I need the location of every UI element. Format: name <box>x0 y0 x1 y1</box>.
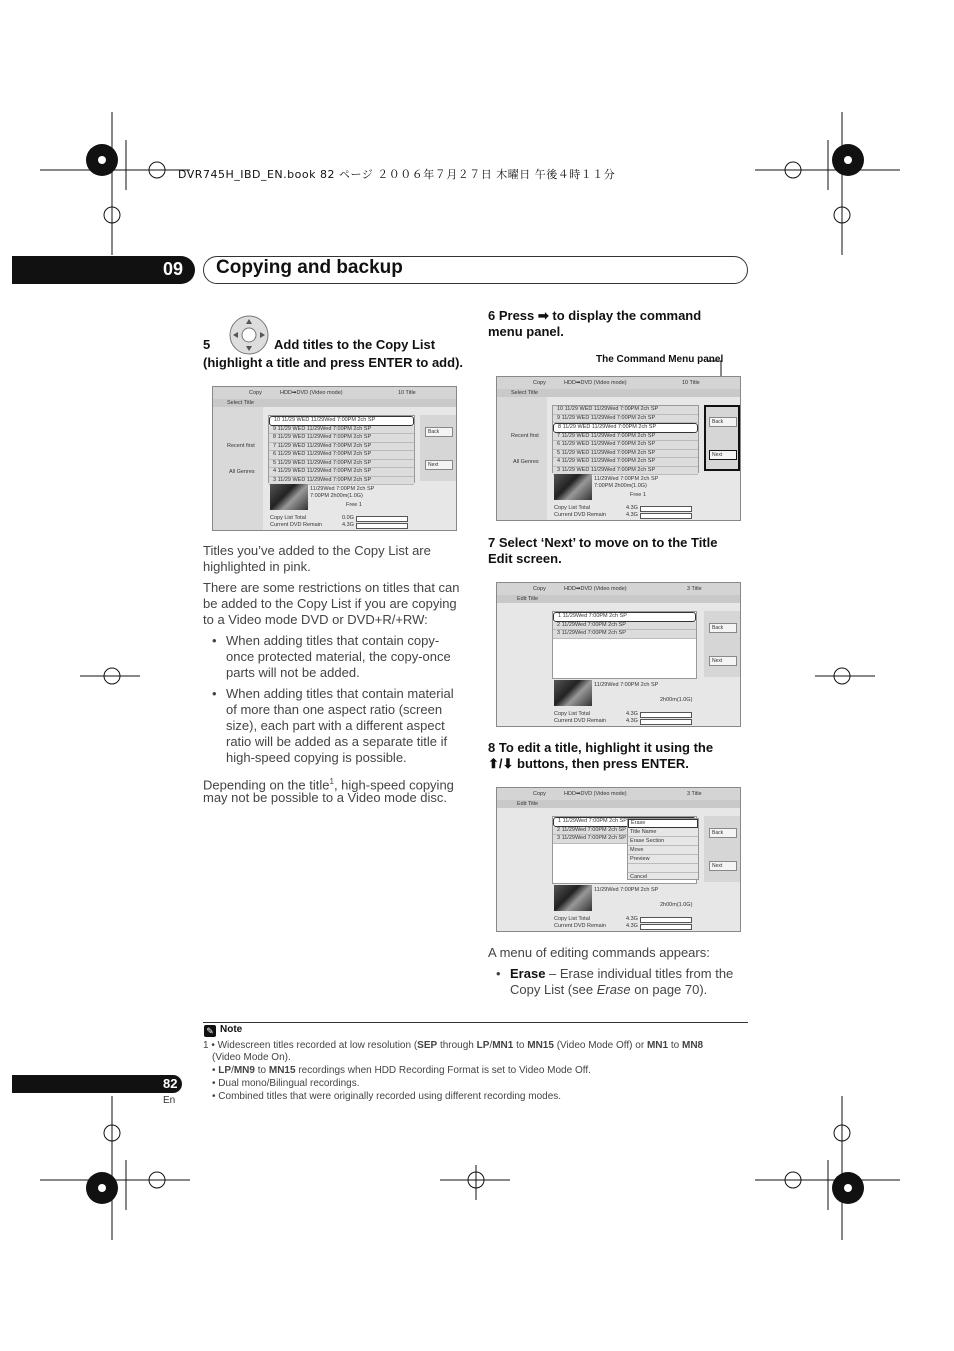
menu-item-title-name[interactable]: Title Name <box>628 828 698 837</box>
erase-text: – Erase individual titles from the <box>545 966 734 981</box>
scr-d-copy: Copy <box>533 791 546 797</box>
scr-b-info1: 11/29Wed 7:00PM 2ch SP <box>594 476 659 482</box>
scr-d-info1: 11/29Wed 7:00PM 2ch SP <box>594 887 659 893</box>
dvd-remain-bar <box>356 523 408 529</box>
scr-b-info2: 7:00PM 2h00m(1.0G) <box>594 483 647 489</box>
dvd-remain-bar <box>640 924 692 930</box>
table-row[interactable]: 5 11/29 WED 11/29Wed 7:00PM 2ch SP <box>553 450 698 459</box>
note-lp: LP <box>476 1040 490 1051</box>
table-row[interactable]: 10 11/29 WED 11/29Wed 7:00PM 2ch SP <box>269 416 414 426</box>
dvd-remain-bar <box>640 513 692 519</box>
book-file-header: DVR745H_IBD_EN.book 82 ページ ２００６年７月２７日 木曜日 午後４時１１分 <box>178 168 616 181</box>
para-depending-2: may not be possible to a Video mode disc. <box>203 790 448 805</box>
note-slash2: / <box>231 1065 234 1076</box>
note-line-1b: (Video Mode On). <box>212 1052 291 1063</box>
scr-b-select-title: Select Title <box>511 390 538 396</box>
note-mn1: MN1 <box>492 1040 514 1051</box>
note-slash: / <box>489 1040 493 1051</box>
edit-command-menu <box>627 818 699 880</box>
table-row[interactable]: 1 11/29Wed 7:00PM 2ch SP <box>553 817 696 827</box>
back-button[interactable]: Back <box>709 623 737 633</box>
scr-a-copy: Copy <box>249 390 262 396</box>
scr-a-val-total: 0.0G <box>342 515 354 521</box>
note-mn1b: MN1 <box>646 1040 669 1051</box>
step7-line2: Edit screen. <box>488 551 562 566</box>
step7-line1: 7 Select ‘Next’ to move on to the Title <box>488 535 718 550</box>
scr-d-val-total: 4.3G <box>626 916 638 922</box>
table-row[interactable]: 3 11/29Wed 7:00PM 2ch SP <box>553 630 696 639</box>
note-mn8: MN8 <box>681 1040 704 1051</box>
dvd-remain-bar <box>640 719 692 725</box>
step8-line2: ⬆/⬇ buttons, then press ENTER. <box>488 756 689 771</box>
bullet-aspect-5: high-speed copying is possible. <box>226 750 407 765</box>
next-button[interactable]: Next <box>425 460 453 470</box>
screen-edit-title <box>496 582 741 727</box>
table-row[interactable]: 3 11/29 WED 11/29Wed 7:00PM 2ch SP <box>553 467 698 476</box>
scr-c-info1: 11/29Wed 7:00PM 2ch SP <box>594 682 659 688</box>
title-thumbnail <box>554 885 592 911</box>
copy-total-bar <box>640 712 692 718</box>
note-icon: ✎ <box>204 1025 216 1037</box>
bullet-copyonce-1: • When adding titles that contain copy- <box>226 633 439 649</box>
erase-label: Erase <box>510 966 546 981</box>
copy-total-bar <box>640 506 692 512</box>
note-mn15: MN15 <box>527 1040 554 1051</box>
scr-d-edit-title: Edit Title <box>517 801 539 807</box>
scr-b-remain: Current DVD Remain <box>554 512 606 518</box>
scr-a-free: Free 1 <box>346 502 362 508</box>
para-menu-appears: A menu of editing commands appears: <box>488 945 710 960</box>
note-lp2: LP <box>218 1065 232 1076</box>
table-row[interactable]: 3 11/29Wed 7:00PM 2ch SP <box>553 835 696 844</box>
bullet-erase-2 <box>510 982 707 998</box>
scr-b-total: Copy List Total <box>554 505 590 511</box>
bullet-copyonce-2: once protected material, the copy-once <box>226 649 451 664</box>
step5-title: Add titles to the Copy List <box>274 337 436 352</box>
scr-c-edit-title: Edit Title <box>517 596 539 602</box>
table-row[interactable]: 6 11/29 WED 11/29Wed 7:00PM 2ch SP <box>553 441 698 450</box>
table-row[interactable]: 4 11/29 WED 11/29Wed 7:00PM 2ch SP <box>269 468 414 477</box>
table-row[interactable]: 9 11/29 WED 11/29Wed 7:00PM 2ch SP <box>269 426 414 435</box>
title-thumbnail <box>270 484 308 510</box>
scr-d-total: Copy List Total <box>554 916 590 922</box>
table-row[interactable]: 5 11/29 WED 11/29Wed 7:00PM 2ch SP <box>269 460 414 469</box>
scr-b-recent: Recent first <box>511 433 539 439</box>
back-button[interactable]: Back <box>709 828 737 838</box>
scr-c-val-total: 4.3G <box>626 711 638 717</box>
scr-b-genres: All Genres <box>513 459 539 465</box>
scr-a-select-title: Select Title <box>227 400 254 406</box>
scr-a-val-remain: 4.3G <box>342 522 354 528</box>
note-to: to <box>513 1040 528 1051</box>
screen-select-title <box>212 386 457 531</box>
note-mn9: MN9 <box>233 1065 255 1076</box>
note-1c: (Video Mode Off) or <box>553 1040 647 1051</box>
note-to3: to <box>254 1065 269 1076</box>
screen-command-menu <box>496 376 741 521</box>
table-row[interactable]: 6 11/29 WED 11/29Wed 7:00PM 2ch SP <box>269 451 414 460</box>
scr-a-recent: Recent first <box>227 443 255 449</box>
scr-c-val-remain: 4.3G <box>626 718 638 724</box>
menu-item-preview[interactable]: Preview <box>628 855 698 864</box>
erase-text3: on page 70). <box>630 982 708 997</box>
step8-line1: 8 To edit a title, highlight it using the <box>488 740 714 755</box>
page-lang: En <box>163 1095 176 1106</box>
note-2a: • <box>212 1065 219 1076</box>
note-rule <box>203 1022 748 1023</box>
bullet-copyonce-3: parts will not be added. <box>226 665 360 680</box>
table-row[interactable]: 9 11/29 WED 11/29Wed 7:00PM 2ch SP <box>553 415 698 424</box>
scr-c-remain: Current DVD Remain <box>554 718 606 724</box>
table-row[interactable]: 7 11/29 WED 11/29Wed 7:00PM 2ch SP <box>553 433 698 442</box>
screen-edit-menu <box>496 787 741 932</box>
scr-b-free: Free 1 <box>630 492 646 498</box>
para-restr-2: be added to the Copy List if you are copying <box>203 596 457 611</box>
table-row[interactable]: 8 11/29 WED 11/29Wed 7:00PM 2ch SP <box>553 423 698 433</box>
menu-item-erase[interactable]: Erase <box>628 819 698 828</box>
para-depending-b: , high-speed copying <box>333 777 454 793</box>
scr-d-mode: HDD➡DVD (Video mode) <box>564 791 627 797</box>
menu-item-cancel[interactable]: Cancel <box>630 874 648 880</box>
note-line-2 <box>212 1065 591 1078</box>
scr-d-val-remain: 4.3G <box>626 923 638 929</box>
note-heading: Note <box>220 1024 243 1035</box>
footnote-ref: 1 <box>329 777 334 786</box>
scr-c-info2: 2h00m(1.0G) <box>660 697 693 703</box>
callout-label: The Command Menu panel <box>596 354 724 365</box>
copy-total-bar <box>356 516 408 522</box>
table-row[interactable]: 7 11/29 WED 11/29Wed 7:00PM 2ch SP <box>269 443 414 452</box>
scr-c-copy: Copy <box>533 586 546 592</box>
back-button[interactable]: Back <box>425 427 453 437</box>
scr-b-count: 10 Title <box>682 380 700 386</box>
step6-line1: 6 Press ➡ to display the command <box>488 308 702 323</box>
chapter-number: 09 <box>163 259 184 279</box>
para-restr-1: There are some restrictions on titles that can <box>203 580 460 595</box>
note-2b: recordings when HDD Recording Format is set to Video Mode Off. <box>295 1065 591 1076</box>
scr-a-genres: All Genres <box>229 469 255 475</box>
para-depending-a: Depending on the title <box>203 777 330 793</box>
title-thumbnail <box>554 680 592 706</box>
note-line-3: • Dual mono/Bilingual recordings. <box>212 1078 360 1089</box>
page-number: 82 <box>163 1076 178 1091</box>
table-row[interactable]: 8 11/29 WED 11/29Wed 7:00PM 2ch SP <box>269 434 414 443</box>
erase-italic: Erase <box>596 982 631 997</box>
bullet-aspect-4: ratio will be added as a separate title if <box>226 734 448 749</box>
menu-item-move[interactable]: Move <box>628 846 698 855</box>
bullet-erase <box>510 966 733 982</box>
scr-b-mode: HDD➡DVD (Video mode) <box>564 380 627 386</box>
title-thumbnail <box>554 474 592 500</box>
scr-a-info2: 7:00PM 2h00m(1.0G) <box>310 493 363 499</box>
note-line-1 <box>203 1040 703 1053</box>
scr-c-total: Copy List Total <box>554 711 590 717</box>
erase-text2: Copy List (see <box>510 982 597 997</box>
next-button[interactable]: Next <box>709 656 737 666</box>
scr-b-val-total: 4.3G <box>626 505 638 511</box>
page-number-tab <box>12 1075 182 1093</box>
step5-subtitle: (highlight a title and press ENTER to add). <box>203 355 464 370</box>
copy-total-bar <box>640 917 692 923</box>
note-line-4: • Combined titles that were originally recorded using different recording modes. <box>212 1091 562 1102</box>
step6-line2: menu panel. <box>488 324 564 339</box>
scr-d-remain: Current DVD Remain <box>554 923 606 929</box>
scr-a-total: Copy List Total <box>270 515 306 521</box>
para-pink-1: Titles you’ve added to the Copy List are <box>203 543 431 558</box>
para-pink-2: highlighted in pink. <box>203 559 311 574</box>
para-restr-3: to a Video mode DVD or DVD+R/+RW: <box>203 612 428 627</box>
scr-a-count: 10 Title <box>398 390 416 396</box>
table-row[interactable]: 4 11/29 WED 11/29Wed 7:00PM 2ch SP <box>553 458 698 467</box>
table-row[interactable]: 2 11/29Wed 7:00PM 2ch SP <box>553 827 696 836</box>
table-row[interactable]: 10 11/29 WED 11/29Wed 7:00PM 2ch SP <box>553 406 698 415</box>
scr-d-count: 3 Title <box>687 791 702 797</box>
note-1a: 1 • Widescreen titles recorded at low resolution ( <box>203 1040 418 1051</box>
scr-b-copy: Copy <box>533 380 546 386</box>
step5-number: 5 <box>203 337 211 352</box>
scr-b-val-remain: 4.3G <box>626 512 638 518</box>
back-button[interactable]: Back <box>709 417 737 427</box>
chapter-title: Copying and backup <box>216 257 403 278</box>
scr-d-info2: 2h00m(1.0G) <box>660 902 693 908</box>
scr-a-mode: HDD➡DVD (Video mode) <box>280 390 343 396</box>
table-row[interactable]: 2 11/29Wed 7:00PM 2ch SP <box>553 622 696 631</box>
scr-a-info1: 11/29Wed 7:00PM 2ch SP <box>310 486 375 492</box>
note-to2: to <box>668 1040 682 1051</box>
note-sep: SEP <box>417 1040 438 1051</box>
next-button[interactable]: Next <box>709 450 737 460</box>
scr-a-remain: Current DVD Remain <box>270 522 322 528</box>
bullet-aspect-1: • When adding titles that contain material <box>226 686 454 702</box>
next-button[interactable]: Next <box>709 861 737 871</box>
note-1b: through <box>437 1040 477 1051</box>
note-mn15b: MN15 <box>268 1065 296 1076</box>
remote-dpad-icon <box>228 314 270 356</box>
scr-c-mode: HDD➡DVD (Video mode) <box>564 586 627 592</box>
table-row[interactable]: 3 11/29 WED 11/29Wed 7:00PM 2ch SP <box>269 477 414 486</box>
scr-c-count: 3 Title <box>687 586 702 592</box>
menu-item-blank <box>628 864 698 873</box>
bullet-aspect-2: of more than one aspect ratio (screen <box>226 702 443 717</box>
menu-item-erase-section[interactable]: Erase Section <box>628 837 698 846</box>
bullet-aspect-3: size), each part with a different aspect <box>226 718 445 733</box>
table-row[interactable]: 1 11/29Wed 7:00PM 2ch SP <box>553 612 696 622</box>
